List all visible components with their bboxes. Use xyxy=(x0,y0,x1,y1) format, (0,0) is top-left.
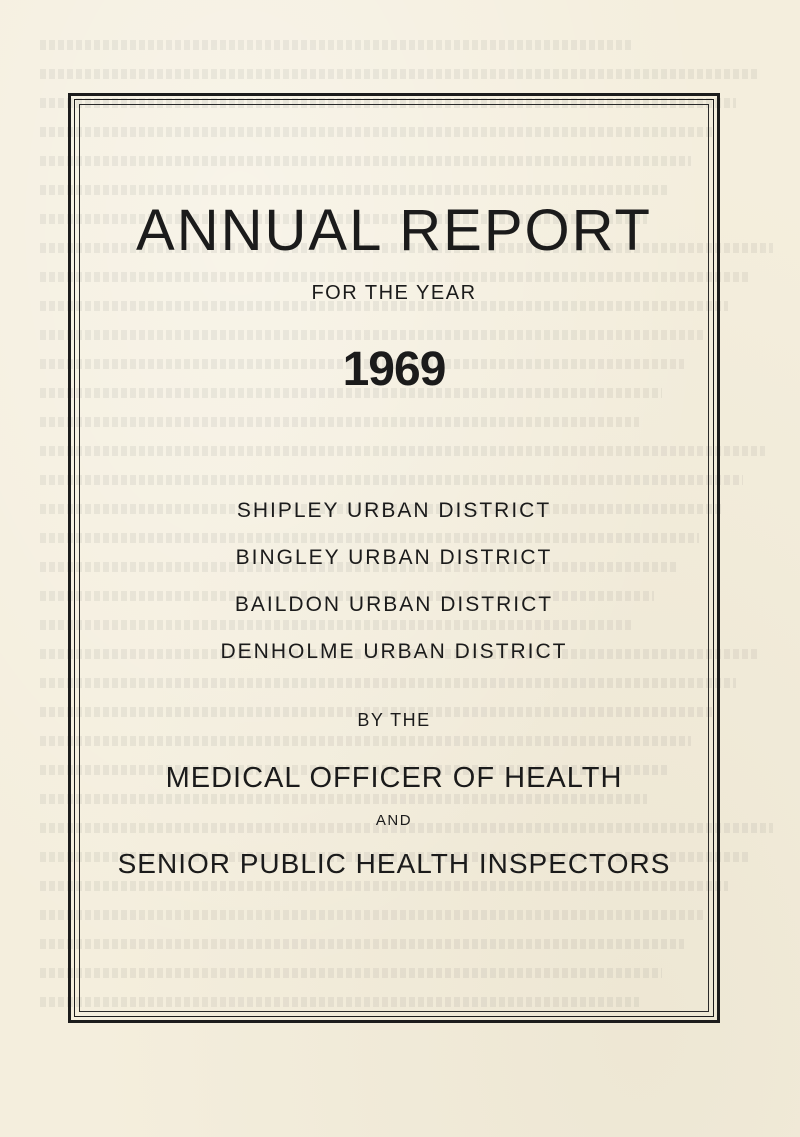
bleed-through-line xyxy=(40,69,758,79)
officer-title: MEDICAL OFFICER OF HEALTH xyxy=(165,762,623,794)
district-bingley: BINGLEY URBAN DISTRICT xyxy=(235,546,553,569)
by-line: BY THE xyxy=(357,710,431,730)
report-subtitle: FOR THE YEAR xyxy=(311,282,477,304)
inspectors-title: SENIOR PUBLIC HEALTH INSPECTORS xyxy=(117,848,671,879)
district-baildon: BAILDON URBAN DISTRICT xyxy=(234,593,554,616)
bleed-through-line xyxy=(40,40,632,50)
conjunction: AND xyxy=(375,812,413,829)
cover-content xyxy=(79,104,709,1012)
district-shipley: SHIPLEY URBAN DISTRICT xyxy=(236,499,552,522)
report-year: 1969 xyxy=(342,343,446,396)
report-title: ANNUAL REPORT xyxy=(136,198,652,263)
district-denholme: DENHOLME URBAN DISTRICT xyxy=(220,640,568,663)
